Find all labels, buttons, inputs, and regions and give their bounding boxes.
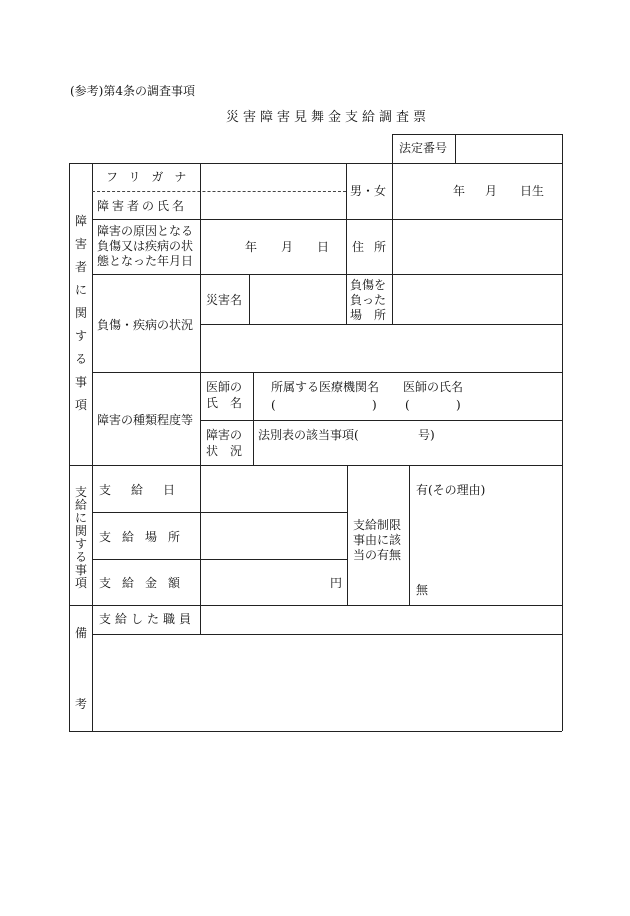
- institution-close-paren: ): [372, 398, 377, 412]
- injury-place-label-line2: 負った: [350, 293, 387, 307]
- cause-date-label-line1: 障害の原因となる: [97, 224, 194, 238]
- name-label: 障害者の氏名: [97, 199, 188, 213]
- restriction-label-line3: 当の有無: [353, 548, 402, 562]
- institution-open-paren: (: [271, 398, 276, 412]
- side-label-divider: [92, 163, 93, 731]
- side-label-payment: 支 給 に 関 す る 事 項: [74, 485, 87, 590]
- payment-date-label: 支給日: [99, 483, 196, 497]
- legal-number-label: 法定番号: [399, 141, 448, 155]
- cause-date-label-line3: 態となった年月日: [97, 254, 194, 268]
- restriction-no-label: 無: [416, 583, 429, 597]
- injury-place-label-line3: 場所: [350, 308, 399, 322]
- gender-column-left: [346, 163, 347, 324]
- name-row-bottom: [92, 219, 562, 220]
- side-label-disabled-person: 障 害 者 に 関 す る 事 項: [74, 214, 87, 412]
- payment-label-divider: [200, 465, 201, 605]
- doctor-row-bottom: [200, 420, 562, 421]
- birth-month-label: 月: [485, 184, 498, 198]
- medical-institution-label: 所属する医療機関名: [271, 380, 380, 394]
- restriction-label-line2: 事由に該: [353, 533, 402, 547]
- form-title: 災害障害見舞金支給調査票: [226, 110, 431, 125]
- disability-status-label-line2: 状況: [206, 444, 255, 458]
- table-left-border: [69, 163, 70, 731]
- injury-place-label-line1: 負傷を: [350, 278, 387, 292]
- payment-place-label: 支給場所: [99, 530, 192, 544]
- doctor-name-column-label: 医師の氏名: [403, 380, 464, 394]
- cause-date-label-line2: 負傷又は疾病の状: [97, 239, 194, 253]
- annex-table-label: 法別表の該当事項(: [258, 428, 359, 442]
- restriction-label-line1: 支給制限: [353, 518, 402, 532]
- legal-number-top: [392, 134, 562, 135]
- cause-row-bottom: [92, 274, 562, 275]
- doctor-label-line2: 氏名: [206, 396, 255, 410]
- injury-row-mid: [200, 324, 562, 325]
- annex-table-suffix: 号): [418, 428, 435, 442]
- furigana-dashed-line: [92, 191, 346, 192]
- disaster-name-label: 災害名: [206, 293, 243, 307]
- furigana-label: フリガナ: [106, 170, 198, 184]
- cause-year-label: 年: [245, 240, 258, 254]
- legal-number-right: [562, 134, 563, 163]
- doctor-close-paren: ): [456, 398, 461, 412]
- restriction-yes-label: 有(その理由): [416, 483, 486, 497]
- section-divider-payment: [69, 465, 562, 466]
- doctor-open-paren: (: [405, 398, 410, 412]
- side-label-remarks: 備: [74, 626, 87, 640]
- birth-year-label: 年: [453, 184, 466, 198]
- restriction-column-right: [409, 465, 410, 605]
- payment-date-row-bottom: [92, 512, 347, 513]
- staff-label: 支給した職員: [99, 612, 196, 626]
- doctor-label-line1: 医師の: [206, 380, 243, 394]
- cause-day-label: 日: [317, 240, 330, 254]
- table-top-border: [69, 163, 562, 164]
- injury-row-bottom: [92, 372, 562, 373]
- label-column-divider-top: [200, 163, 201, 274]
- disability-status-label-line1: 障害の: [206, 428, 243, 442]
- reference-note: (参考)第4条の調査事項: [70, 84, 195, 98]
- table-right-border: [562, 163, 563, 731]
- payment-place-row-bottom: [92, 559, 347, 560]
- gender-label: 男・女: [350, 184, 387, 198]
- section-divider-remarks: [69, 605, 562, 606]
- legal-number-divider: [455, 134, 456, 163]
- staff-label-divider: [200, 605, 201, 634]
- table-bottom-border: [69, 731, 562, 732]
- staff-row-bottom: [92, 634, 562, 635]
- disability-type-label: 障害の種類程度等: [97, 413, 194, 427]
- address-label: 住所: [352, 240, 397, 254]
- cause-month-label: 月: [281, 240, 294, 254]
- disaster-name-divider: [249, 274, 250, 324]
- side-label-remarks-2: 考: [74, 697, 87, 711]
- gender-column-right: [392, 163, 393, 219]
- birth-day-label: 日生: [520, 184, 545, 198]
- payment-amount-label: 支給金額: [99, 576, 192, 590]
- legal-number-left: [392, 134, 393, 163]
- yen-label: 円: [330, 576, 343, 590]
- label-column-divider-bottom: [200, 274, 201, 465]
- restriction-column-left: [347, 465, 348, 605]
- injury-status-label: 負傷・疾病の状況: [97, 318, 194, 332]
